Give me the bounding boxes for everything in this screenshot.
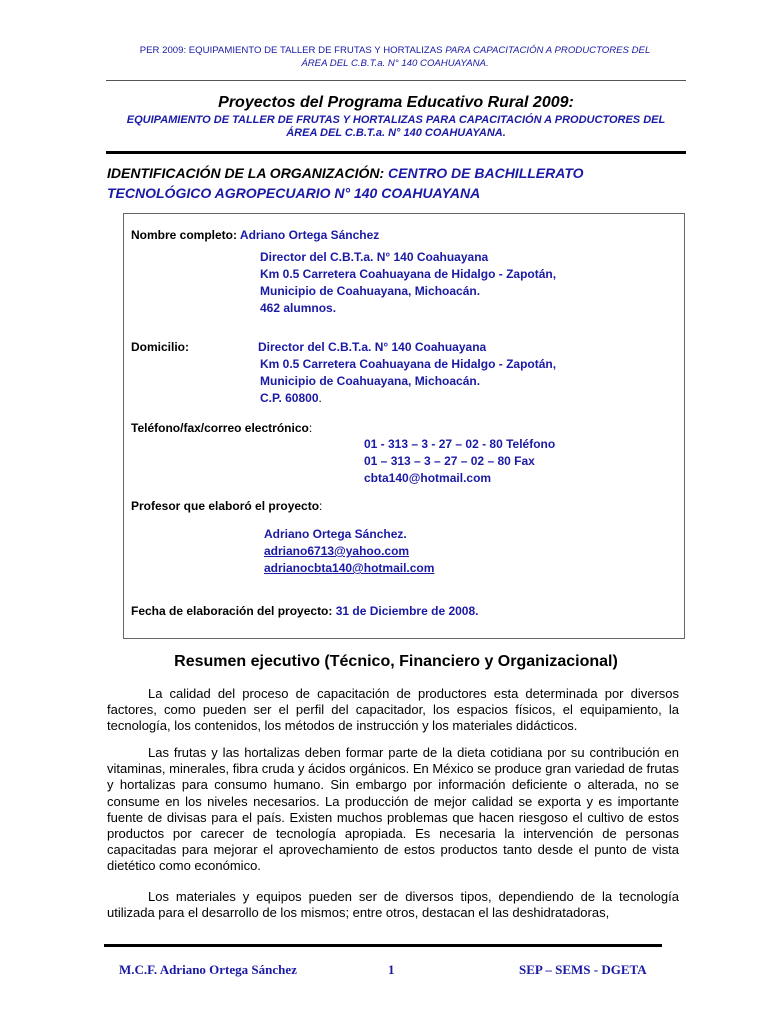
running-header: [100, 44, 690, 70]
domicilio-line: Km 0.5 Carretera Coahuayana de Hidalgo - Zapotán,: [260, 357, 557, 371]
domicilio-label-row: [131, 339, 189, 356]
domicilio-details: [258, 339, 556, 407]
domicilio-line: Director del C.B.T.a. N° 140 Coahuayana: [258, 340, 487, 354]
document-subtitle: [106, 114, 686, 140]
running-header-line2: ÁREA DEL C.B.T.a. N° 140 COAHUAYANA.: [301, 58, 489, 69]
organization-identification: [107, 163, 679, 203]
fecha-label: Fecha de elaboración del proyecto:: [131, 604, 333, 618]
profesor-label-row: [131, 498, 322, 515]
telefono-label-row: [131, 420, 312, 437]
footer-organization: SEP – SEMS - DGETA: [519, 962, 647, 977]
footer-author: M.C.F. Adriano Ortega Sánchez: [119, 962, 297, 977]
nombre-detail-line: Municipio de Coahuayana, Michoacán.: [260, 284, 481, 298]
profesor-email-link[interactable]: adrianocbta140@hotmail.com: [264, 561, 435, 575]
domicilio-period: .: [318, 391, 322, 405]
nombre-detail-line: Director del C.B.T.a. N° 140 Coahuayana: [260, 250, 489, 264]
fecha-value: 31 de Diciembre de 2008.: [335, 604, 479, 618]
running-header-normal: PER 2009: EQUIPAMIENTO DE TALLER DE FRUTAS Y HORTALIZAS: [139, 45, 446, 56]
page-number: 1: [388, 962, 395, 977]
domicilio-label: Domicilio:: [131, 340, 190, 354]
nombre-row: [131, 227, 379, 244]
telefono-label: Teléfono/fax/correo electrónico: [131, 421, 309, 435]
identification-label: IDENTIFICACIÓN DE LA ORGANIZACIÓN:: [107, 165, 385, 181]
subtitle-line2: ÁREA DEL C.B.T.a. N° 140 COAHUAYANA.: [286, 127, 506, 139]
fax-line: 01 – 313 – 3 – 27 – 02 – 80 Fax: [364, 454, 535, 468]
section-title: Resumen ejecutivo (Técnico, Financiero y Organizacional): [174, 653, 618, 670]
domicilio-line: C.P. 60800: [260, 391, 319, 405]
title-rule: [106, 151, 686, 154]
paragraph: La calidad del proceso de capacitación de productores esta determinada por diversos factores, como pueden ser el perfil del capacitador, los espacios físicos, el equipamiento, la tecnología, los contenidos, los métodos de instrucción y los materiales didácticos.: [107, 686, 679, 734]
profesor-details: [264, 526, 434, 577]
nombre-detail-line: Km 0.5 Carretera Coahuayana de Hidalgo - Zapotán,: [260, 267, 557, 281]
profesor-email-link[interactable]: adriano6713@yahoo.com: [264, 544, 410, 558]
profesor-label: Profesor que elaboró el proyecto: [131, 499, 320, 513]
telefono-details: [364, 436, 555, 487]
profesor-colon: :: [319, 499, 323, 513]
telefono-line: 01 - 313 – 3 - 27 – 02 - 80 Teléfono: [364, 437, 556, 451]
running-header-line1: [100, 44, 690, 57]
running-header-italic: PARA CAPACITACIÓN A PRODUCTORES DEL: [445, 45, 651, 56]
profesor-name: Adriano Ortega Sánchez.: [264, 527, 407, 541]
nombre-value: Adriano Ortega Sánchez: [239, 228, 380, 242]
header-rule: [106, 80, 686, 81]
fecha-row: [131, 603, 478, 620]
subtitle-line1: EQUIPAMIENTO DE TALLER DE FRUTAS Y HORTALIZAS PARA CAPACITACIÓN A PRODUCTORES DEL: [126, 114, 666, 126]
nombre-detail-line: 462 alumnos.: [260, 301, 337, 315]
contact-email: cbta140@hotmail.com: [364, 471, 492, 485]
telefono-colon: :: [308, 421, 313, 435]
document-title: Proyectos del Programa Educativo Rural 2009:: [218, 94, 574, 111]
paragraph: Los materiales y equipos pueden ser de diversos tipos, dependiendo de la tecnología utilizada para el desarrollo de los mismos; entre otros, destacan el las deshidratadoras,: [107, 889, 679, 921]
nombre-details: [260, 249, 556, 317]
footer-rule: [104, 944, 662, 947]
domicilio-line: Municipio de Coahuayana, Michoacán.: [260, 374, 481, 388]
paragraph: Las frutas y las hortalizas deben formar parte de la dieta cotidiana por su contribución en vitaminas, minerales, fibra cruda y ácidos orgánicos. En México se produce gran variedad de frutas y hortalizas para consumo humano. Sin embargo por información deficiente o alterada, no se consume en los niveles necesarios. La producción de mejor calidad se exporta y es importante fuente de divisas para el país. Existen muchos problemas que hacen riesgoso el cultivo de estos productos por carecer de tecnología apropiada. Es necesaria la intervención de personas capacitadas para mejorar el aprovechamiento de estos productos tanto desde el punto de vista dietético como económico.: [107, 745, 679, 874]
nombre-label: Nombre completo:: [131, 228, 238, 242]
identification-value-line2: TECNOLÓGICO AGROPECUARIO N° 140 COAHUAYANA: [107, 185, 481, 201]
identification-value-line1: CENTRO DE BACHILLERATO: [388, 165, 584, 181]
